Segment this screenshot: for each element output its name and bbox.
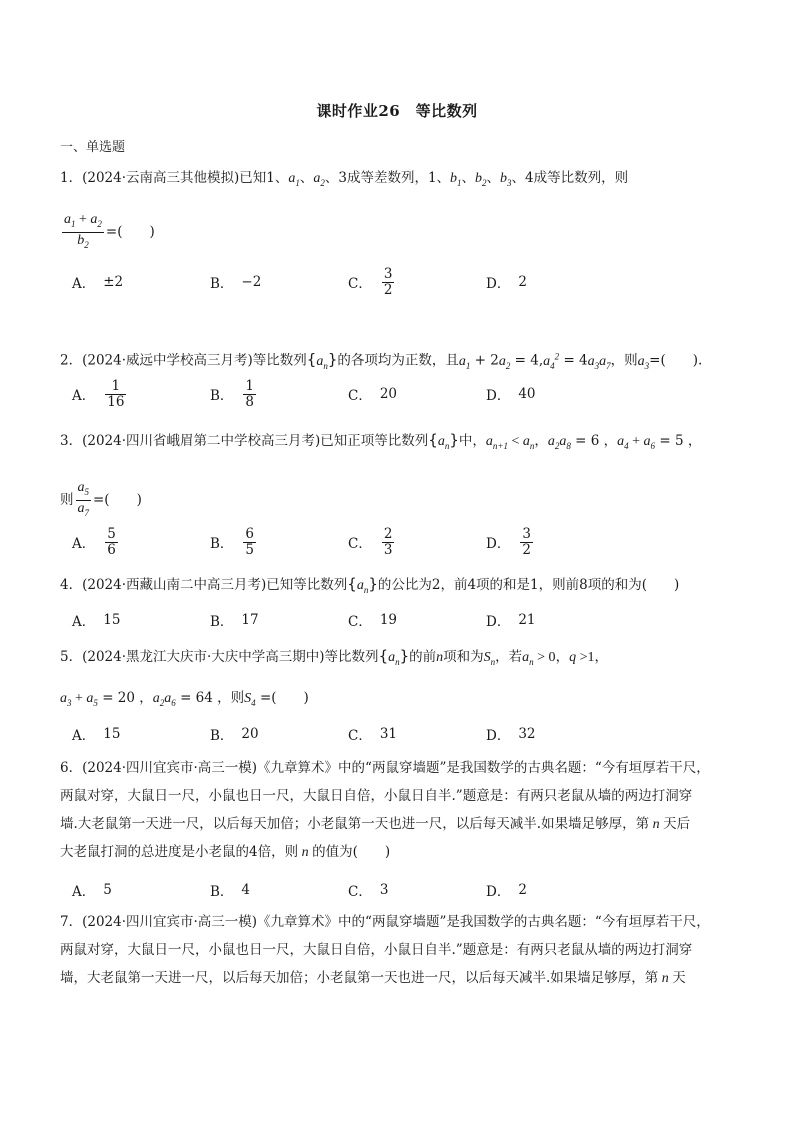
question-1-option-b: B． −2 [210,274,262,292]
question-1-fraction: $\frac{a_1 + a_2}{b_2}$ [64,212,102,250]
question-6-line-2: 两鼠对穿，大鼠日一尺，小鼠也日一尺，大鼠日自倍，小鼠日自半.”题意是：有两只老鼠从墙的两边打洞穿 [60,788,693,804]
section-heading: 一、单选题 [60,140,126,155]
question-1-option-c: C． $\frac{3}{2}$ [348,265,393,298]
question-2-option-c: C． 20 [348,386,398,404]
question-3-line-2: 则 $\frac{a_5}{a_7}$ =( ) [60,480,142,521]
question-7-line-1: 7．(2024·四川宜宾市·高三一模)《九章算术》中的“两鼠穿墙题”是我国数学的古典名题：“今有垣厚若干尺， [60,914,710,930]
question-6-line-4: 大老鼠打洞的总进度是小老鼠的4倍，则 n 的值为( ) [60,844,391,860]
question-1-options [60,265,700,298]
question-7-line-2: 两鼠对穿，大鼠日一尺，小鼠也日一尺，大鼠日自倍，小鼠日自半.”题意是：有两只老鼠从墙的两边打洞穿 [60,942,693,958]
question-2-options [60,377,700,410]
question-4-option-b: B． 17 [210,612,259,630]
question-2-line-1: 2．(2024·威远中学校高三月考)等比数列$\{a_n\}$的各项均为正数，且$a_1 + 2a_2 = 4,a_4^2 = 4a_3a_7$，则$a_3=$( ). [60,350,703,371]
question-6-line-3: 墙.大老鼠第一天进一尺，以后每天加倍；小老鼠第一天也进一尺，以后每天减半.如果墙足够厚，第 n 天后 [60,816,691,832]
question-3-option-d: D． $\frac{3}{2}$ [486,525,531,558]
question-5-option-b: B． 20 [210,726,259,744]
question-3-line-1: 3．(2024·四川省峨眉第二中学校高三月考)已知正项等比数列$\{a_n\}$中，$a_{n+1} < a_n$，$a_2a_8 = 6$ ，$a_4 + a_6 = 5$ ， [60,431,702,451]
question-4-options [60,606,700,634]
question-4-line-1: 4．(2024·西藏山南二中高三月考)已知等比数列$\{a_n\}$的公比为2，前4项的和是1，则前8项的和为( ) [60,575,680,595]
question-6-option-a: A． 5 [72,882,112,900]
question-5-option-d: D． 32 [486,726,536,744]
question-4-option-c: C． 19 [348,612,398,630]
question-2-option-b: B． $\frac{1}{8}$ [210,377,255,410]
question-4-option-d: D． 21 [486,612,536,630]
question-3-option-c: C． $\frac{2}{3}$ [348,525,393,558]
question-3-options [60,525,700,558]
question-3-option-b: B． $\frac{6}{5}$ [210,525,255,558]
question-1-line-2: $\frac{a_1 + a_2}{b_2}$ =( ) [60,212,155,253]
question-7-line-3: 墙，大老鼠第一天进一尺，以后每天加倍；小老鼠第一天也进一尺，以后每天减半.如果墙足够厚，第 n 天 [60,970,686,986]
question-3-option-a: A． $\frac{5}{6}$ [72,525,116,558]
question-2-option-d: D． 40 [486,386,536,404]
question-5-option-a: A． 15 [72,726,121,744]
question-1-option-d: D． 2 [486,274,527,292]
question-6-options [60,876,700,904]
question-1-line-1: 1．(2024·云南高三其他模拟)已知1、$a_1$、$a_2$、3成等差数列，1、$b_1$、$b_2$、$b_3$、4成等比数列，则 [60,170,629,188]
question-6-option-d: D． 2 [486,882,527,900]
question-5-line-2: $a_3 + a_5 = 20$ ，$a_2a_6 = 64$ ，则$S_4$ =( ) [60,690,309,708]
question-1-option-a: A． ±2 [72,274,124,292]
worksheet-title: 课时作业26 等比数列 [316,102,478,120]
question-2-option-a: A． $\frac{1}{16}$ [72,377,125,410]
question-6-line-1: 6．(2024·四川宜宾市·高三一模)《九章算术》中的“两鼠穿墙题”是我国数学的古典名题：“今有垣厚若干尺， [60,760,710,776]
question-5-line-1: 5．(2024·黑龙江大庆市·大庆中学高三期中)等比数列$\{a_n\}$的前n项和为$S_n$，若$a_n > 0$，q >1， [60,647,608,667]
question-5-option-c: C． 31 [348,726,398,744]
question-6-option-c: C． 3 [348,882,389,900]
question-4-option-a: A． 15 [72,612,121,630]
question-6-option-b: B． 4 [210,882,251,900]
question-3-fraction: $\frac{a_5}{a_7}$ [77,480,89,518]
question-5-options [60,720,700,748]
